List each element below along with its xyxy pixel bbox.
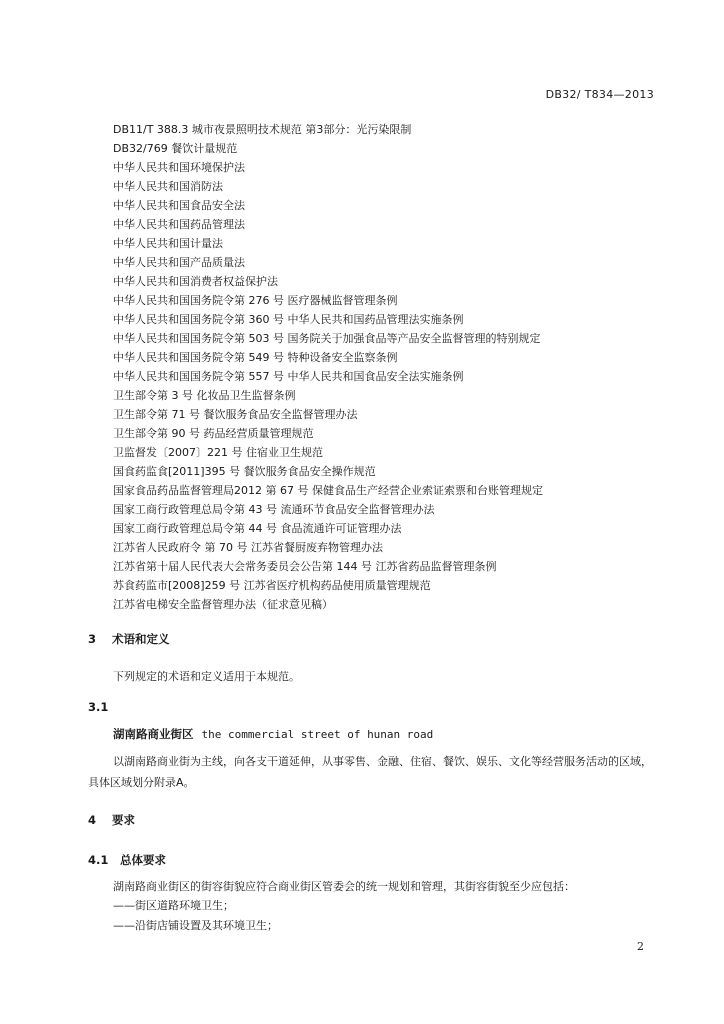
reference-item: 中华人民共和国消费者权益保护法 [113,275,278,288]
clause-4-1-title: 总体要求 [120,853,167,867]
normative-references-list [113,120,543,614]
reference-item: 国家工商行政管理总局令第 44 号 食品流通许可证管理办法 [113,522,402,535]
term-heading [113,726,433,742]
reference-item: 中华人民共和国国务院令第 549 号 特种设备安全监察条例 [113,351,398,364]
reference-item: 中华人民共和国计量法 [113,237,223,250]
reference-item: 卫生部令第 3 号 化妆品卫生监督条例 [113,389,296,402]
reference-item: 中华人民共和国产品质量法 [113,256,245,269]
reference-item: 江苏省人民政府令 第 70 号 江苏省餐厨废弃物管理办法 [113,541,383,554]
section-3-heading [88,631,170,647]
document-code: DB32/ T834—2013 [545,88,654,101]
page-number: 2 [637,940,644,953]
reference-item: DB32/769 餐饮计量规范 [113,142,238,155]
term-chinese: 湖南路商业街区 [113,727,194,741]
section-3-title: 术语和定义 [112,632,170,646]
reference-item: 中华人民共和国国务院令第 557 号 中华人民共和国食品安全法实施条例 [113,370,464,383]
reference-item: DB11/T 388.3 城市夜景照明技术规范 第3部分：光污染限制 [113,123,412,136]
clause-4-1-number: 4.1 [88,853,109,867]
reference-item: 中华人民共和国消防法 [113,180,223,193]
clause-3-1-number: 3.1 [88,700,109,714]
reference-item: 卫监督发〔2007〕221 号 住宿业卫生规范 [113,446,323,459]
reference-item: 卫生部令第 90 号 药品经营质量管理规范 [113,427,314,440]
section-4-number: 4 [88,813,97,827]
section-3-number: 3 [88,632,97,646]
reference-item: 苏食药监市[2008]259 号 江苏省医疗机构药品使用质量管理规范 [113,579,431,592]
reference-item: 中华人民共和国国务院令第 503 号 国务院关于加强食品等产品安全监督管理的特别规定 [113,332,541,345]
section-4-title: 要求 [112,813,136,827]
clause-4-1-heading [88,852,166,868]
reference-item: 中华人民共和国药品管理法 [113,218,245,231]
section-4-heading [88,812,135,828]
requirement-item: ——街区道路环境卫生； [113,899,234,912]
reference-item: 国家工商行政管理总局令第 43 号 流通环节食品安全监督管理办法 [113,503,435,516]
reference-item: 江苏省电梯安全监督管理办法（征求意见稿） [113,598,333,611]
reference-item: 国食药监食[2011]395 号 餐饮服务食品安全操作规范 [113,465,376,478]
reference-item: 中华人民共和国国务院令第 360 号 中华人民共和国药品管理法实施条例 [113,313,464,326]
reference-item: 江苏省第十届人民代表大会常务委员会公告第 144 号 江苏省药品监督管理条例 [113,560,497,573]
clause-4-1-paragraph: 湖南路商业街区的街容街貌应符合商业街区管委会的统一规划和管理，其街容街貌至少应包括： [113,880,575,893]
term-definition: 以湖南路商业街为主线，向各支干道延伸，从事零售、金融、住宿、餐饮、娱乐、文化等经营服务活动的区域，具体区域划分附录A。 [88,755,652,789]
reference-item: 国家食品药品监督管理局2012 第 67 号 保健食品生产经营企业索证索票和台账管理规定 [113,484,543,497]
section-3-intro: 下列规定的术语和定义适用于本规范。 [113,670,300,683]
reference-item: 中华人民共和国环境保护法 [113,161,245,174]
requirement-item: ——沿街店铺设置及其环境卫生； [113,919,278,932]
reference-item: 中华人民共和国国务院令第 276 号 医疗器械监督管理条例 [113,294,398,307]
reference-item: 卫生部令第 71 号 餐饮服务食品安全监督管理办法 [113,408,358,421]
term-english: the commercial street of hunan road [201,728,434,741]
reference-item: 中华人民共和国食品安全法 [113,199,245,212]
